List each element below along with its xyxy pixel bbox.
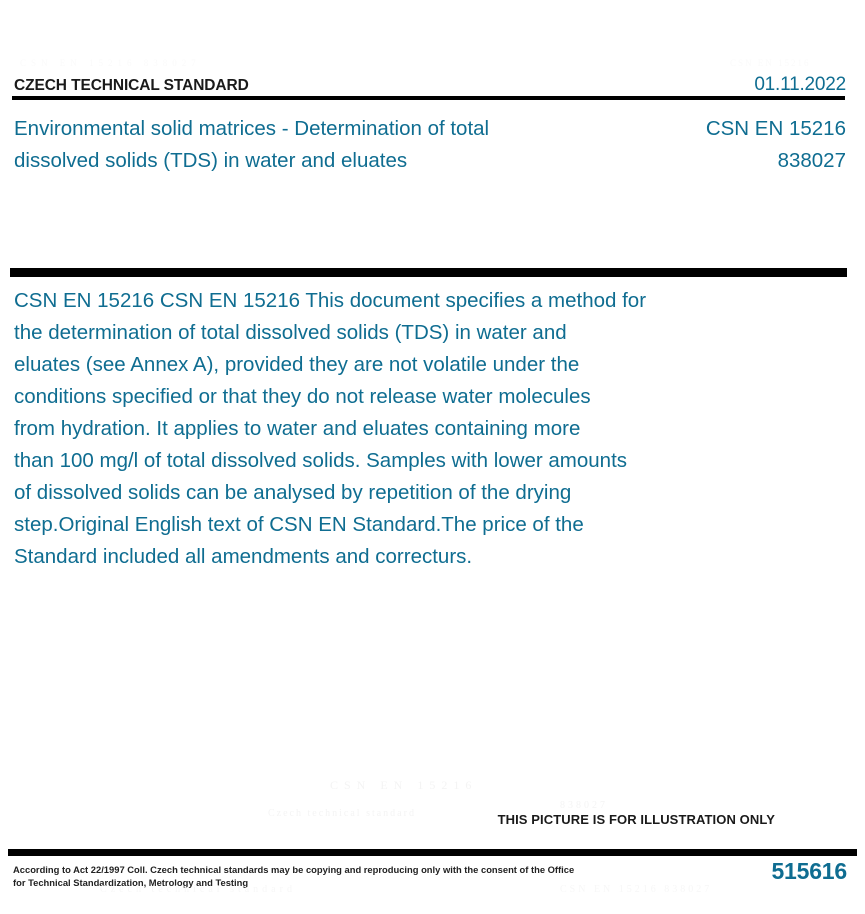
abstract-line: Standard included all amendments and correcturs.: [14, 545, 473, 568]
copyright-notice-line: for Technical Standardization, Metrology and Testing: [13, 877, 249, 888]
title-row: [14, 113, 846, 177]
illustration-disclaimer: THIS PICTURE IS FOR ILLUSTRATION ONLY: [497, 812, 775, 827]
background-watermark-bottom-a: Czech technical standard: [100, 884, 296, 895]
background-watermark-top-right: CSN EN 15216: [730, 58, 811, 68]
abstract-line: CSN EN 15216 CSN EN 15216 This document specifies a method for: [14, 289, 647, 312]
background-watermark-bottom-b: CSN EN 15216 838027: [560, 884, 713, 895]
publication-date: 01.11.2022: [754, 74, 846, 95]
background-watermark-top-left: CSN EN 15216 838027: [20, 58, 201, 68]
header-row: [14, 74, 846, 96]
background-watermark-mid-a: CSN EN 15216: [330, 778, 478, 792]
footer-divider-rule: [8, 849, 857, 856]
page-title-line-2: dissolved solids (TDS) in water and eluates: [14, 149, 408, 172]
copyright-notice-line: According to Act 22/1997 Coll. Czech technical standards may be copying and reproducing only with the consent of the Office: [13, 864, 575, 875]
catalogue-number: 515616: [771, 858, 847, 884]
header-divider-rule: [12, 96, 845, 100]
classification-code: 838027: [777, 149, 846, 172]
abstract-line: than 100 mg/l of total dissolved solids. Samples with lower amounts: [14, 449, 628, 472]
abstract-line: step.Original English text of CSN EN Standard.The price of the: [14, 513, 584, 536]
page-title-line-1: Environmental solid matrices - Determination of total: [14, 117, 490, 140]
abstract-line: of dissolved solids can be analysed by repetition of the drying: [14, 481, 572, 504]
document-type-label: CZECH TECHNICAL STANDARD: [14, 77, 249, 94]
copyright-notice: [13, 863, 613, 889]
page-title: [14, 113, 489, 177]
standard-number: CSN EN 15216: [705, 117, 846, 140]
background-watermark-mid-c: 838027: [560, 800, 608, 811]
abstract-line: from hydration. It applies to water and eluates containing more: [14, 417, 581, 440]
identifier-block: [706, 113, 846, 177]
abstract-line: conditions specified or that they do not release water molecules: [14, 385, 591, 408]
abstract-text: [14, 285, 714, 573]
abstract-line: the determination of total dissolved solids (TDS) in water and: [14, 321, 567, 344]
abstract-divider-rule: [10, 268, 847, 277]
background-watermark-mid-b: Czech technical standard: [268, 808, 416, 819]
abstract-line: eluates (see Annex A), provided they are not volatile under the: [14, 353, 580, 376]
